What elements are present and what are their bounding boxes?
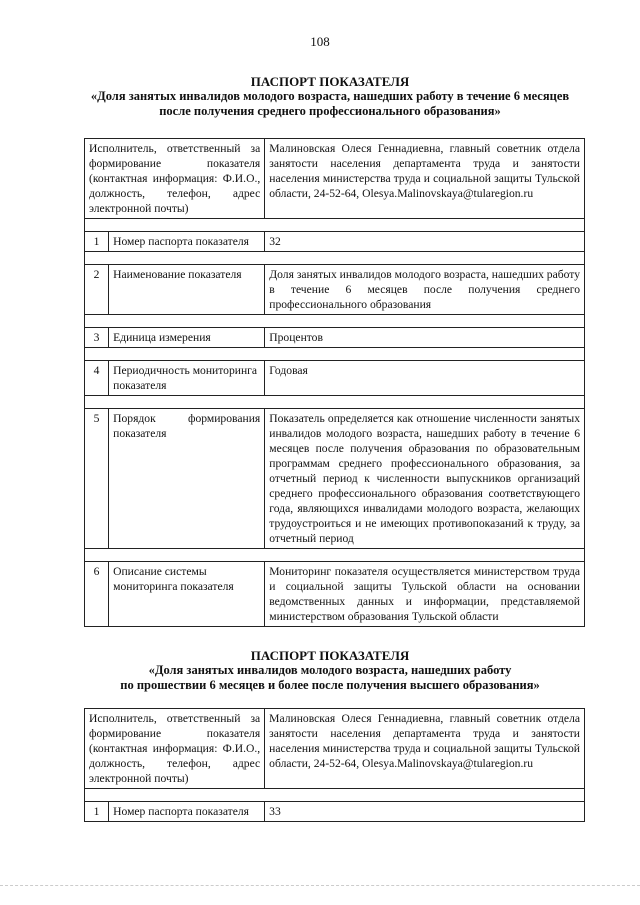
row-value: Доля занятых инвалидов молодого возраста, нашедших работу в течение 6 месяцев после получения среднего профессионального образования [265,265,585,315]
table-row [85,232,585,252]
table-row [85,802,585,822]
passport-2-table [84,708,585,822]
executor-value: Малиновская Олеся Геннадиевна, главный советник отдела занятости населения департамента труда и занятости населения министерства труда и социальной защиты Тульской области, 24-52-64, Olesya.Malinovskaya@tularegion.ru [265,709,585,789]
scan-edge [0,885,640,892]
table-row [85,328,585,348]
executor-row [85,709,585,789]
table-row [85,361,585,396]
passport-2-subtitle-line1: «Доля занятых инвалидов молодого возраста, нашедших работу [148,663,512,677]
row-label: Номер паспорта показателя [109,802,265,822]
passport-2-heading: ПАСПОРТ ПОКАЗАТЕЛЯ [250,648,410,663]
passport-1-table [84,138,585,627]
row-label: Наименование показателя [109,265,265,315]
row-number: 1 [85,802,109,822]
row-label: Периодичность мониторинга показателя [109,361,265,396]
row-label: Порядок формирования показателя [109,409,265,549]
row-number: 1 [85,232,109,252]
executor-row [85,139,585,219]
row-value: Мониторинг показателя осуществляется министерством труда и социальной защиты Тульской области на основании ведомственных данных и информации, представляемой министерством образования Тульской области [265,562,585,627]
row-number: 3 [85,328,109,348]
passport-1-subtitle-line1: «Доля занятых инвалидов молодого возраста, нашедших работу в течение 6 месяцев [90,89,570,103]
passport-1-subtitle-line2: после получения среднего профессионального образования» [159,104,501,118]
page-number: 108 [310,34,330,49]
row-number: 6 [85,562,109,627]
executor-label: Исполнитель, ответственный за формирование показателя (контактная информация: Ф.И.О., должность, телефон, адрес электронной почты) [85,139,265,219]
row-value: 33 [265,802,585,822]
row-number: 2 [85,265,109,315]
executor-label: Исполнитель, ответственный за формирование показателя (контактная информация: Ф.И.О., должность, телефон, адрес электронной почты) [85,709,265,789]
row-value: Процентов [265,328,585,348]
row-value: 32 [265,232,585,252]
row-label: Номер паспорта показателя [109,232,265,252]
row-value: Показатель определяется как отношение численности занятых инвалидов молодого возраста, нашедших работу в течение 6 месяцев после получения образования по образовательным программам среднего профессионального образования, за отчетный период к численности выпускников организаций среднего профессионального образования соответствующего года, являющихся инвалидами молодого возраста, желающих трудоустроиться и не имеющих противопоказаний к труду, за отчетный период [265,409,585,549]
row-value: Годовая [265,361,585,396]
executor-value: Малиновская Олеся Геннадиевна, главный советник отдела занятости населения департамента труда и занятости населения министерства труда и социальной защиты Тульской области, 24-52-64, Olesya.Malinovskaya@tularegion.ru [265,139,585,219]
passport-2-subtitle-line2: по прошествии 6 месяцев и более после получения высшего образования» [120,678,540,692]
row-label: Описание системы мониторинга показателя [109,562,265,627]
passport-2-title [60,648,600,693]
table-row [85,265,585,315]
table-row [85,409,585,549]
row-number: 4 [85,361,109,396]
row-number: 5 [85,409,109,549]
passport-1-title [60,74,600,119]
table-row [85,562,585,627]
row-label: Единица измерения [109,328,265,348]
passport-1-heading: ПАСПОРТ ПОКАЗАТЕЛЯ [250,74,410,89]
